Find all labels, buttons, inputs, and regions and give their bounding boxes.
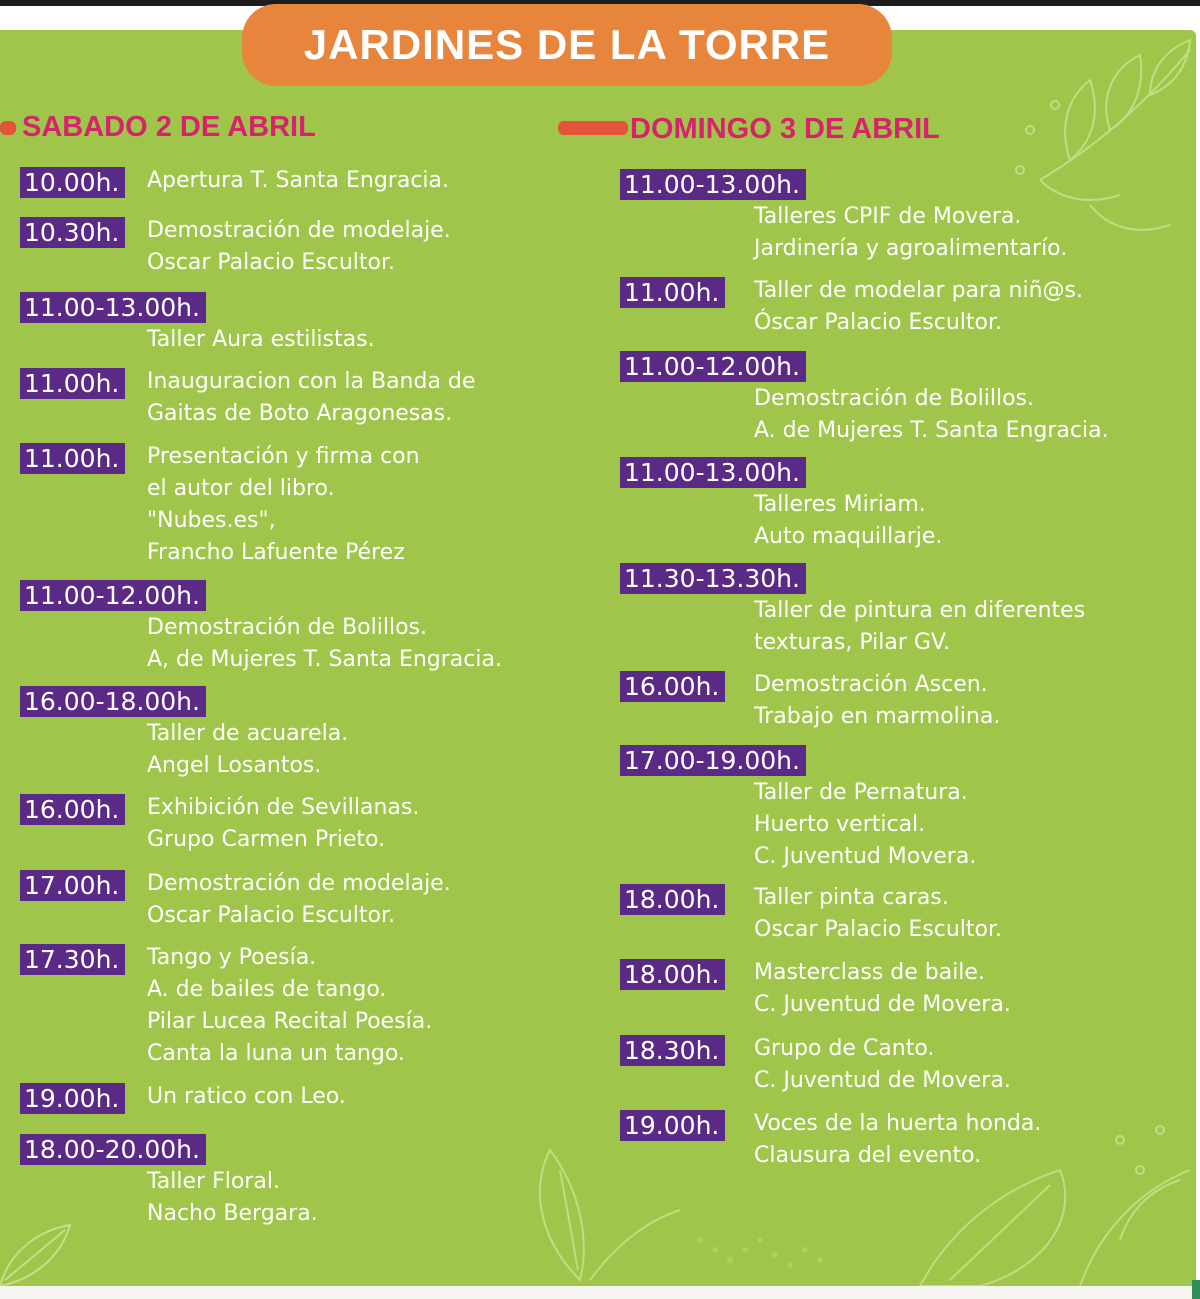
time-badge: 11.00-12.00h. [20,580,206,611]
description-line: Oscar Palacio Escultor. [147,250,396,275]
description-line: Pilar Lucea Recital Poesía. [147,1009,433,1034]
description-line: Apertura T. Santa Engracia. [147,168,450,193]
description-line: Presentación y firma con [147,444,420,469]
entry-description [147,441,420,569]
time-badge: 17.00h. [20,870,125,901]
time-badge: 10.00h. [20,167,125,198]
description-line: Grupo Carmen Prieto. [147,827,386,852]
description-line: Un ratico con Leo. [147,1084,346,1109]
entry-description [754,882,1002,946]
description-line: el autor del libro. [147,476,335,501]
description-line: Masterclass de baile. [754,960,985,985]
description-line: Óscar Palacio Escultor. [754,310,1003,335]
time-badge: 19.00h. [20,1083,125,1114]
description-line: Inauguracion con la Banda de [147,369,476,394]
entry-description [147,1081,346,1113]
description-line: "Nubes.es", [147,508,276,533]
description-line: Oscar Palacio Escultor. [754,917,1003,942]
description-line: Gaitas de Boto Aragonesas. [147,401,453,426]
entry-description [147,612,502,676]
description-line: A, de Mujeres T. Santa Engracia. [147,647,502,672]
entry-description [754,489,942,553]
description-line: Talleres Miriam. [754,492,926,517]
description-line: Taller Floral. [147,1169,280,1194]
entry-description [754,595,1085,659]
description-line: Talleres CPIF de Movera. [754,204,1022,229]
time-badge: 18.00h. [620,884,725,915]
entry-description [754,669,1000,733]
entry-description [147,324,375,356]
time-badge: 16.00h. [20,794,125,825]
time-badge: 11.00h. [620,277,725,308]
entry-description [754,201,1067,265]
bottom-strip [0,1286,1200,1299]
entry-description [147,1166,318,1230]
time-badge: 11.00h. [20,443,125,474]
entry-description [147,792,419,856]
description-line: Taller de modelar para niñ@s. [754,278,1084,303]
description-line: Tango y Poesía. [147,945,317,970]
time-badge: 19.00h. [620,1110,725,1141]
entry-description [754,777,976,873]
description-line: A. de Mujeres T. Santa Engracia. [754,418,1109,443]
description-line: Oscar Palacio Escultor. [147,903,396,928]
entry-description [147,165,449,197]
description-line: Auto maquillarje. [754,524,943,549]
description-line: Trabajo en marmolina. [754,704,1001,729]
description-line: Exhibición de Sevillanas. [147,795,420,820]
description-line: Taller de acuarela. [147,721,349,746]
description-line: Demostración Ascen. [754,672,988,697]
time-badge: 18.00h. [620,959,725,990]
entry-description [147,366,475,430]
description-line: Francho Lafuente Pérez [147,540,405,565]
description-line: Demostración de Bolillos. [754,386,1034,411]
time-badge: 11.30-13.30h. [620,563,806,594]
description-line: Taller pinta caras. [754,885,949,910]
description-line: Canta la luna un tango. [147,1041,405,1066]
description-line: Grupo de Canto. [754,1036,935,1061]
entry-description [147,868,451,932]
page-title: JARDINES DE LA TORRE [242,4,892,86]
entry-description [147,215,451,279]
time-badge: 16.00-18.00h. [20,686,206,717]
description-line: Jardinería y agroalimentarío. [754,236,1068,261]
description-line: Demostración de modelaje. [147,218,451,243]
time-badge: 18.00-20.00h. [20,1134,206,1165]
description-line: Angel Losantos. [147,753,322,778]
leaf-decoration-bottom-left-icon [0,1220,80,1286]
entry-description [754,957,1011,1021]
description-line: Demostración de modelaje. [147,871,451,896]
time-badge: 10.30h. [20,217,125,248]
corner-accent [1192,1280,1200,1299]
entry-description [147,942,432,1070]
time-badge: 11.00-12.00h. [620,351,806,382]
description-line: Clausura del evento. [754,1143,982,1168]
description-line: Taller Aura estilistas. [147,327,375,352]
description-line: Taller de Pernatura. [754,780,968,805]
time-badge: 17.30h. [20,944,125,975]
entry-description [754,1033,1011,1097]
description-line: Voces de la huerta honda. [754,1111,1042,1136]
time-badge: 17.00-19.00h. [620,745,806,776]
description-line: texturas, Pilar GV. [754,630,951,655]
entry-description [754,383,1109,447]
description-line: C. Juventud de Movera. [754,1068,1011,1093]
time-badge: 18.30h. [620,1035,725,1066]
day-heading-saturday: SABADO 2 DE ABRIL [22,111,316,143]
description-line: C. Juventud Movera. [754,844,977,869]
time-badge: 11.00-13.00h. [620,169,806,200]
description-line: A. de bailes de tango. [147,977,387,1002]
time-badge: 16.00h. [620,671,725,702]
description-line: Huerto vertical. [754,812,926,837]
description-line: Nacho Bergara. [147,1201,318,1226]
entry-description [754,275,1083,339]
description-line: Demostración de Bolillos. [147,615,427,640]
entry-description [147,718,348,782]
day-marker-right [558,121,628,135]
time-badge: 11.00-13.00h. [20,292,206,323]
time-badge: 11.00-13.00h. [620,457,806,488]
description-line: C. Juventud de Movera. [754,992,1011,1017]
description-line: Taller de pintura en diferentes [754,598,1086,623]
day-marker-left [0,121,16,135]
time-badge: 11.00h. [20,368,125,399]
day-heading-sunday: DOMINGO 3 DE ABRIL [630,113,940,145]
entry-description [754,1108,1041,1172]
